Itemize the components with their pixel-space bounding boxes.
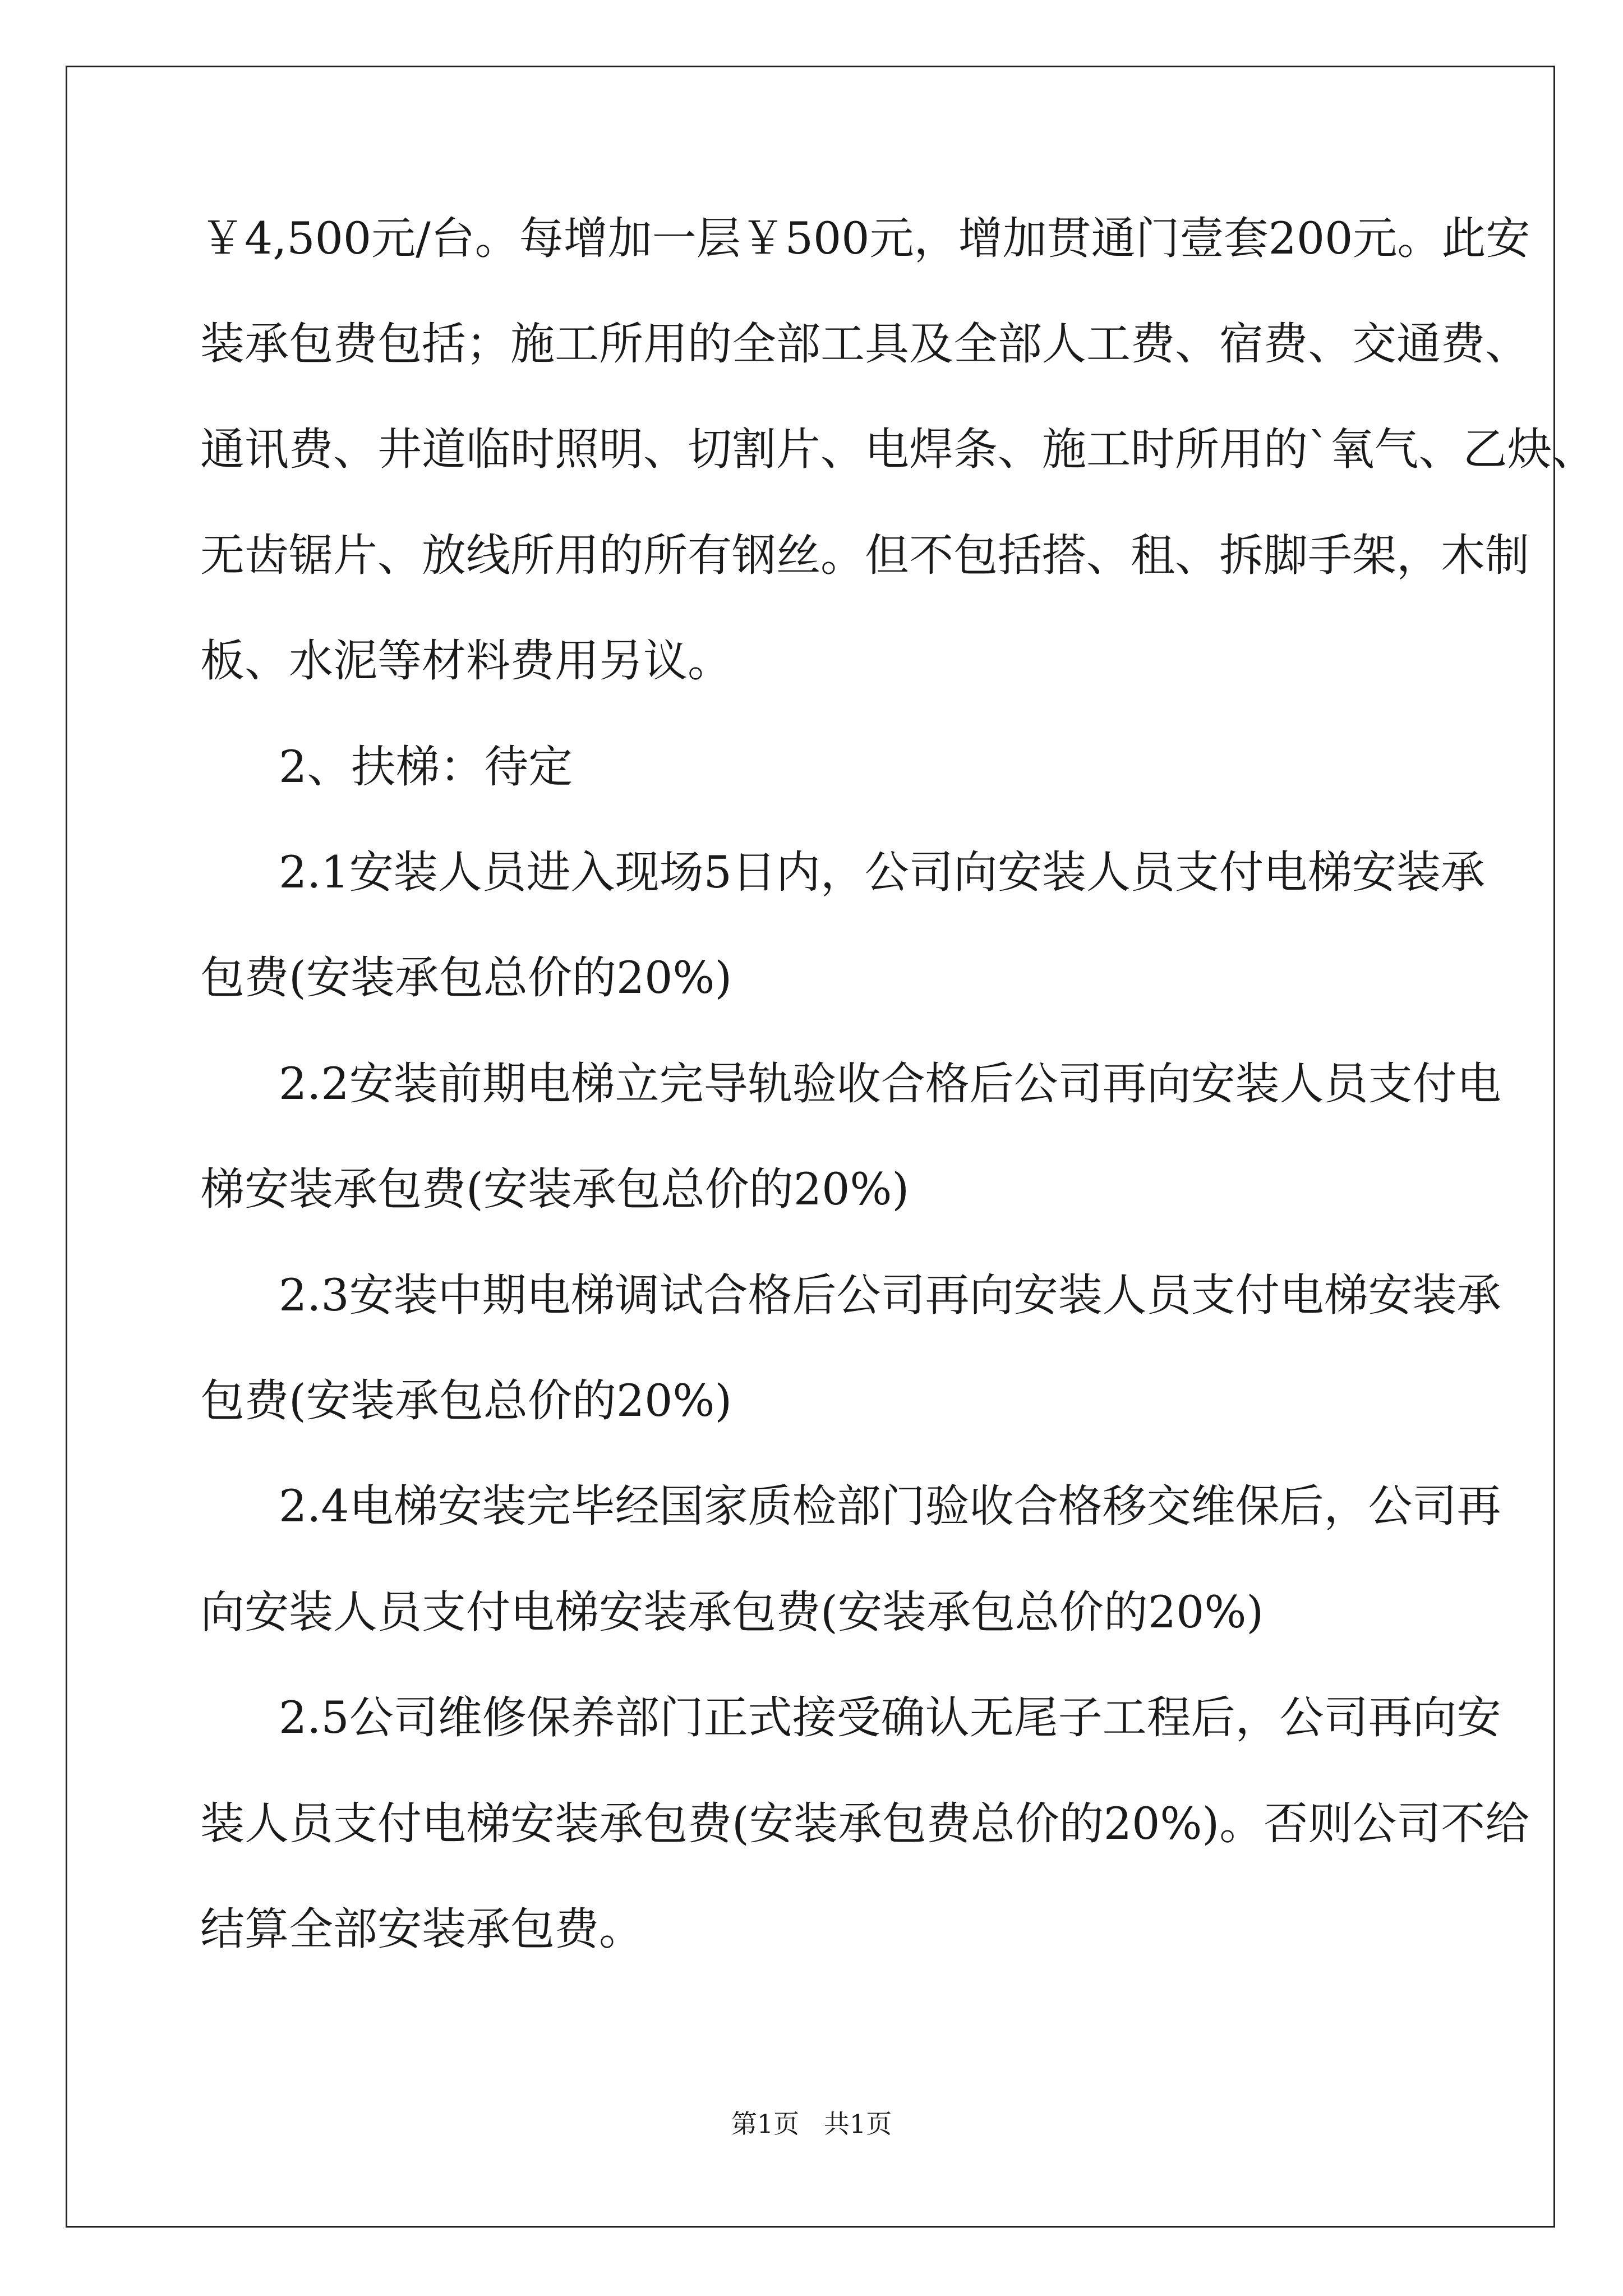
paragraph-line: 向安装人员支付电梯安装承包费(安装承包总价的20%) xyxy=(200,1586,1264,1638)
page-footer: 第1页 共1页 xyxy=(731,2109,892,2139)
paragraph-line: 梯安装承包费(安装承包总价的20%) xyxy=(200,1163,910,1215)
paragraph-line: 包费(安装承包总价的20%) xyxy=(200,1375,732,1427)
paragraph-line: 装人员支付电梯安装承包费(安装承包费总价的20%)。否则公司不给 xyxy=(200,1798,1530,1849)
paragraph-line: 通讯费、井道临时照明、切割片、电焊条、施工时所用的`氧气、乙炔、 xyxy=(200,424,1596,475)
paragraph-line: ￥4,500元/台。每增加一层￥500元，增加贯通门壹套200元。此安 xyxy=(200,213,1530,264)
paragraph-line: 2.3安装中期电梯调试合格后公司再向安装人员支付电梯安装承 xyxy=(279,1269,1501,1321)
paragraph-line: 结算全部安装承包费。 xyxy=(200,1903,643,1955)
paragraph-line: 2.4电梯安装完毕经国家质检部门验收合格移交维保后，公司再 xyxy=(279,1480,1501,1532)
paragraph-line: 2.1安装人员进入现场5日内，公司向安装人员支付电梯安装承 xyxy=(279,846,1485,898)
paragraph-line: 板、水泥等材料费用另议。 xyxy=(200,635,732,687)
paragraph-line: 2.5公司维修保养部门正式接受确认无尾子工程后，公司再向安 xyxy=(279,1692,1501,1743)
section-heading: 2、扶梯：待定 xyxy=(279,741,573,793)
paragraph-line: 2.2安装前期电梯立完导轨验收合格后公司再向安装人员支付电 xyxy=(279,1058,1501,1110)
paragraph-line: 装承包费包括；施工所用的全部工具及全部人工费、宿费、交通费、 xyxy=(200,318,1529,370)
paragraph-line: 包费(安装承包总价的20%) xyxy=(200,952,732,1004)
paragraph-line: 无齿锯片、放线所用的所有钢丝。但不包括搭、租、拆脚手架，木制 xyxy=(200,530,1529,581)
